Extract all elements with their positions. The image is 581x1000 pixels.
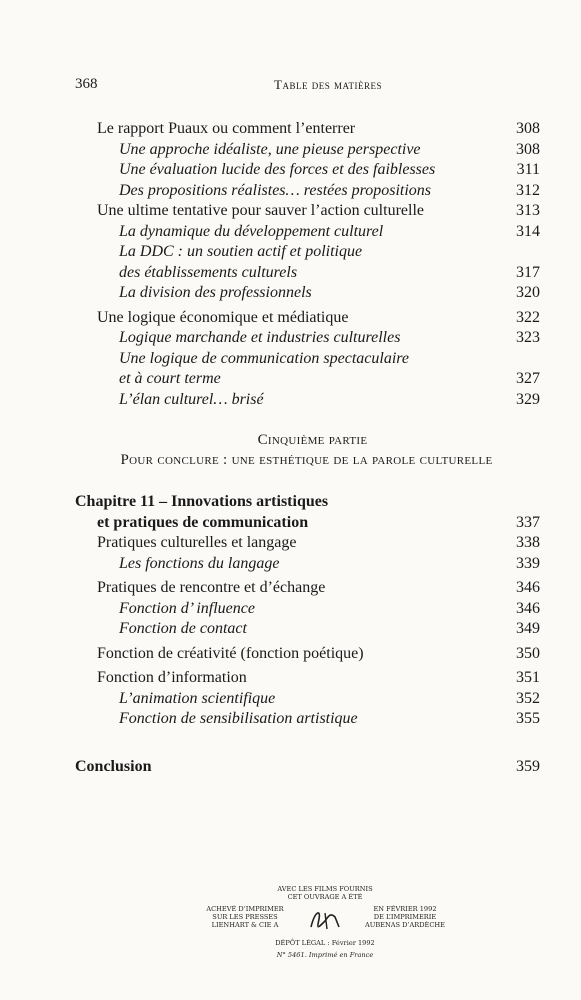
toc-entry-title: Une logique économique et médiatique xyxy=(97,308,349,326)
chapter-title-line1: Chapitre 11 – Innovations artistiques xyxy=(75,493,329,510)
toc-entry-page: 320 xyxy=(516,284,540,301)
toc-entry xyxy=(75,328,540,349)
toc-entry-page: 313 xyxy=(516,202,540,219)
toc-entry xyxy=(75,263,540,284)
toc-entry-title: Une approche idéaliste, une pieuse perspective xyxy=(119,140,421,158)
toc-entry-title: Pratiques culturelles et langage xyxy=(97,534,297,551)
toc-entry-title: L’animation scientifique xyxy=(119,689,276,707)
toc-entry-title: Fonction d’ influence xyxy=(119,599,255,617)
toc-entry xyxy=(75,283,540,304)
toc-entry-title: Une logique de communication spectaculaire xyxy=(119,349,409,367)
toc-entry xyxy=(75,668,540,689)
toc-entry-title: Fonction d’information xyxy=(97,669,247,686)
part-title: Pour conclure : une esthétique de la parole culturelle xyxy=(120,452,493,468)
colophon-right xyxy=(350,905,460,929)
toc-entry-page: 311 xyxy=(516,161,540,178)
chapter-heading-cont xyxy=(75,513,540,534)
toc-entry-page: 352 xyxy=(516,689,540,707)
chapter-heading xyxy=(75,492,540,513)
toc-entry-title: L’élan culturel… brisé xyxy=(119,390,264,408)
colophon-line: SUR LES PRESSES xyxy=(212,913,278,921)
running-title: Table des matières xyxy=(274,77,382,92)
conclusion-title: Conclusion xyxy=(75,757,152,775)
toc-group-part4 xyxy=(75,119,540,410)
toc-entry-page: 339 xyxy=(516,554,540,572)
toc-entry xyxy=(75,533,540,554)
toc-entry-page: 346 xyxy=(516,579,540,596)
colophon-line: EN FÉVRIER 1992 xyxy=(373,905,437,913)
legal-deposit xyxy=(190,939,460,947)
toc-entry-page: 355 xyxy=(516,710,540,727)
toc-entry-title: et à court terme xyxy=(119,370,221,387)
toc-entry-page: 349 xyxy=(516,620,540,637)
toc-entry xyxy=(75,390,540,411)
toc-entry xyxy=(75,242,540,263)
toc-entry-title: Fonction de créativité (fonction poétique) xyxy=(97,644,364,662)
colophon-printer-block xyxy=(190,905,460,937)
toc-entry-title: Fonction de sensibilisation artistique xyxy=(119,710,358,727)
toc-entry-page: 350 xyxy=(516,644,540,662)
toc-entry-title: Logique marchande et industries culturelles xyxy=(119,329,401,346)
toc-entry-title: des établissements culturels xyxy=(119,263,298,281)
toc-entry-page: 327 xyxy=(516,370,540,387)
toc-entry-page: 346 xyxy=(516,599,540,617)
chapter-title-line2: et pratiques de communication xyxy=(97,513,309,531)
toc-entry-page: 323 xyxy=(516,329,540,346)
toc-entry-title: Fonction de contact xyxy=(119,620,247,637)
conclusion-page: 359 xyxy=(516,757,540,775)
toc-entry xyxy=(75,201,540,222)
page-header xyxy=(75,76,541,96)
toc-entry-page: 322 xyxy=(516,308,540,326)
toc-entry-page: 338 xyxy=(516,534,540,551)
toc-entry xyxy=(75,689,540,710)
toc-entry xyxy=(75,578,540,599)
toc-entry-title: Une évaluation lucide des forces et des faiblesses xyxy=(119,161,436,178)
toc-entry xyxy=(75,644,540,665)
printer-colophon xyxy=(190,885,460,959)
printer-logo-icon xyxy=(305,907,345,931)
colophon-line: ACHEVÉ D’IMPRIMER xyxy=(206,905,284,913)
toc-entry xyxy=(75,619,540,640)
toc-entry xyxy=(75,308,540,329)
toc-entry-page: 329 xyxy=(516,390,540,408)
toc-entry-page: 312 xyxy=(516,181,540,199)
toc-entry xyxy=(75,369,540,390)
legal-deposit-date: : Février 1992 xyxy=(325,939,375,947)
part-label: Cinquième partie xyxy=(257,432,368,448)
toc-entry-page: 308 xyxy=(516,140,540,158)
toc-entry-title: La DDC : un soutien actif et politique xyxy=(119,243,363,260)
toc-group-chapter11 xyxy=(75,533,540,730)
toc-entry xyxy=(75,599,540,620)
toc-entry-title: La division des professionnels xyxy=(119,284,312,301)
toc-entry-title: Le rapport Puaux ou comment l’enterrer xyxy=(97,120,356,137)
toc-entry xyxy=(75,119,540,140)
toc-entry-title: Une ultime tentative pour sauver l’action culturelle xyxy=(97,202,424,219)
print-number: N° 5461. Imprimé en France xyxy=(276,951,374,959)
toc-entry-title: La dynamique du développement culturel xyxy=(119,222,384,240)
toc-entry xyxy=(75,140,540,161)
toc-entry xyxy=(75,181,540,202)
toc-entry-title: Pratiques de rencontre et d’échange xyxy=(97,579,326,596)
colophon-line: AVEC LES FILMS FOURNIS xyxy=(277,885,373,893)
toc-entry-title: Les fonctions du langage xyxy=(119,554,280,572)
toc-entry xyxy=(75,222,540,243)
colophon-line: AUBENAS D’ARDÈCHE xyxy=(365,921,445,929)
chapter-page: 337 xyxy=(516,513,540,531)
toc-entry xyxy=(75,349,540,370)
colophon-line: CET OUVRAGE A ÉTÉ xyxy=(287,893,363,901)
colophon-left xyxy=(190,905,300,929)
toc-entry xyxy=(75,554,540,575)
toc-entry-page: 314 xyxy=(516,222,540,240)
toc-entry xyxy=(75,160,540,181)
conclusion-entry xyxy=(75,757,540,778)
colophon-line: DE L’IMPRIMERIE xyxy=(373,913,437,921)
colophon-line: LIENHART & CIE A xyxy=(211,921,279,929)
toc-entry-page: 351 xyxy=(516,669,540,686)
toc-entry xyxy=(75,709,540,730)
legal-deposit-label: DÉPÔT LÉGAL xyxy=(275,939,326,947)
page-number: 368 xyxy=(75,76,98,92)
table-of-contents xyxy=(75,119,540,777)
toc-entry-title: Des propositions réalistes… restées propositions xyxy=(119,181,432,199)
toc-entry-page: 308 xyxy=(516,120,540,137)
toc-entry-page: 317 xyxy=(516,263,540,281)
